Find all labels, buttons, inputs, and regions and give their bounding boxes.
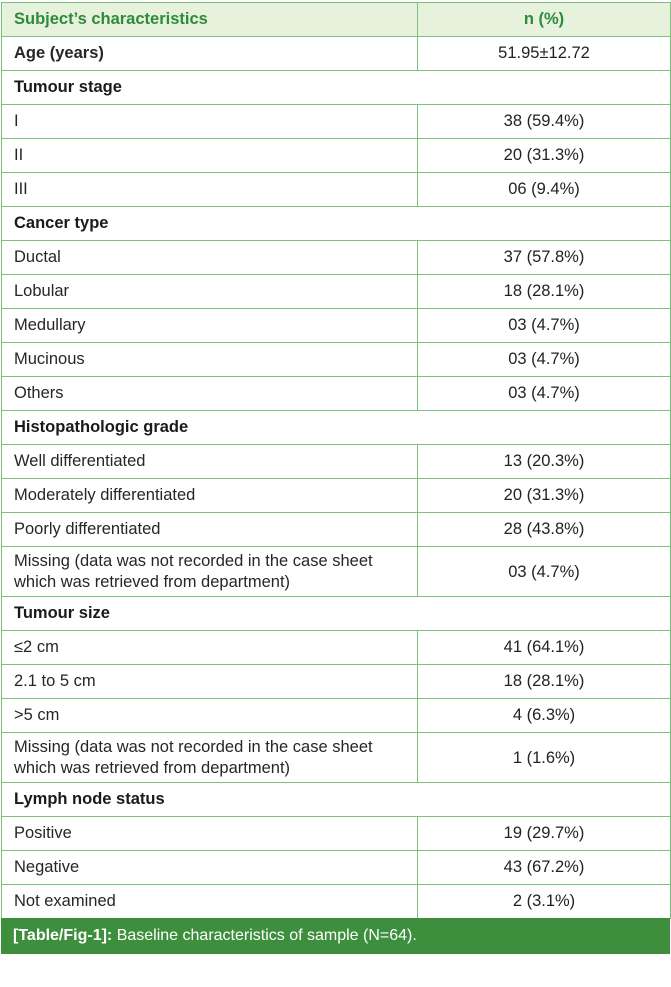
section-title: Histopathologic grade xyxy=(2,411,671,445)
table-row xyxy=(2,445,671,479)
row-label: I xyxy=(2,105,418,139)
row-label: Not examined xyxy=(2,885,418,919)
row-label: 2.1 to 5 cm xyxy=(2,665,418,699)
table-row xyxy=(2,343,671,377)
table-row xyxy=(2,173,671,207)
row-value: 20 (31.3%) xyxy=(418,479,671,513)
row-label: Ductal xyxy=(2,241,418,275)
section-lymph-node-status xyxy=(2,783,671,817)
table-row xyxy=(2,105,671,139)
row-value: 51.95±12.72 xyxy=(418,37,671,71)
row-label: Missing (data was not recorded in the case sheet which was retrieved from department) xyxy=(2,733,418,783)
table-row xyxy=(2,275,671,309)
row-value: 38 (59.4%) xyxy=(418,105,671,139)
table-row xyxy=(2,851,671,885)
row-value: 41 (64.1%) xyxy=(418,631,671,665)
row-label: Mucinous xyxy=(2,343,418,377)
section-cancer-type xyxy=(2,207,671,241)
section-title: Tumour size xyxy=(2,597,671,631)
row-value: 37 (57.8%) xyxy=(418,241,671,275)
table-row xyxy=(2,547,671,597)
table-row xyxy=(2,513,671,547)
row-label: Medullary xyxy=(2,309,418,343)
row-value: 19 (29.7%) xyxy=(418,817,671,851)
table-row xyxy=(2,241,671,275)
row-label: Poorly differentiated xyxy=(2,513,418,547)
row-label: Moderately differentiated xyxy=(2,479,418,513)
table-row xyxy=(2,309,671,343)
row-label: II xyxy=(2,139,418,173)
section-tumour-size xyxy=(2,597,671,631)
row-label: Lobular xyxy=(2,275,418,309)
row-label: Others xyxy=(2,377,418,411)
row-label: Well differentiated xyxy=(2,445,418,479)
row-value: 03 (4.7%) xyxy=(418,377,671,411)
table-row-age xyxy=(2,37,671,71)
table-header-row xyxy=(2,3,671,37)
table-row xyxy=(2,139,671,173)
row-value: 13 (20.3%) xyxy=(418,445,671,479)
row-label: Missing (data was not recorded in the case sheet which was retrieved from department) xyxy=(2,547,418,597)
row-value: 03 (4.7%) xyxy=(418,343,671,377)
section-histopathologic-grade xyxy=(2,411,671,445)
row-label: III xyxy=(2,173,418,207)
row-label: Age (years) xyxy=(2,37,418,71)
row-label: Negative xyxy=(2,851,418,885)
row-value: 18 (28.1%) xyxy=(418,665,671,699)
table-row xyxy=(2,665,671,699)
table-row xyxy=(2,479,671,513)
table-row xyxy=(2,817,671,851)
characteristics-table xyxy=(1,2,671,919)
row-value: 2 (3.1%) xyxy=(418,885,671,919)
row-value: 20 (31.3%) xyxy=(418,139,671,173)
table-row xyxy=(2,631,671,665)
caption-text: Baseline characteristics of sample (N=64). xyxy=(112,927,417,944)
section-tumour-stage xyxy=(2,71,671,105)
header-characteristics: Subject’s characteristics xyxy=(2,3,418,37)
row-label: >5 cm xyxy=(2,699,418,733)
row-label: ≤2 cm xyxy=(2,631,418,665)
table-row xyxy=(2,699,671,733)
row-value: 18 (28.1%) xyxy=(418,275,671,309)
row-value: 4 (6.3%) xyxy=(418,699,671,733)
row-value: 43 (67.2%) xyxy=(418,851,671,885)
row-value: 06 (9.4%) xyxy=(418,173,671,207)
row-label: Positive xyxy=(2,817,418,851)
row-value: 1 (1.6%) xyxy=(418,733,671,783)
table-row xyxy=(2,377,671,411)
table-row xyxy=(2,885,671,919)
section-title: Cancer type xyxy=(2,207,671,241)
table-figure xyxy=(1,2,670,954)
row-value: 03 (4.7%) xyxy=(418,309,671,343)
section-title: Tumour stage xyxy=(2,71,671,105)
row-value: 03 (4.7%) xyxy=(418,547,671,597)
header-n-percent: n (%) xyxy=(418,3,671,37)
table-caption xyxy=(1,918,670,954)
section-title: Lymph node status xyxy=(2,783,671,817)
row-value: 28 (43.8%) xyxy=(418,513,671,547)
table-row xyxy=(2,733,671,783)
caption-tag: [Table/Fig-1]: xyxy=(13,927,113,944)
